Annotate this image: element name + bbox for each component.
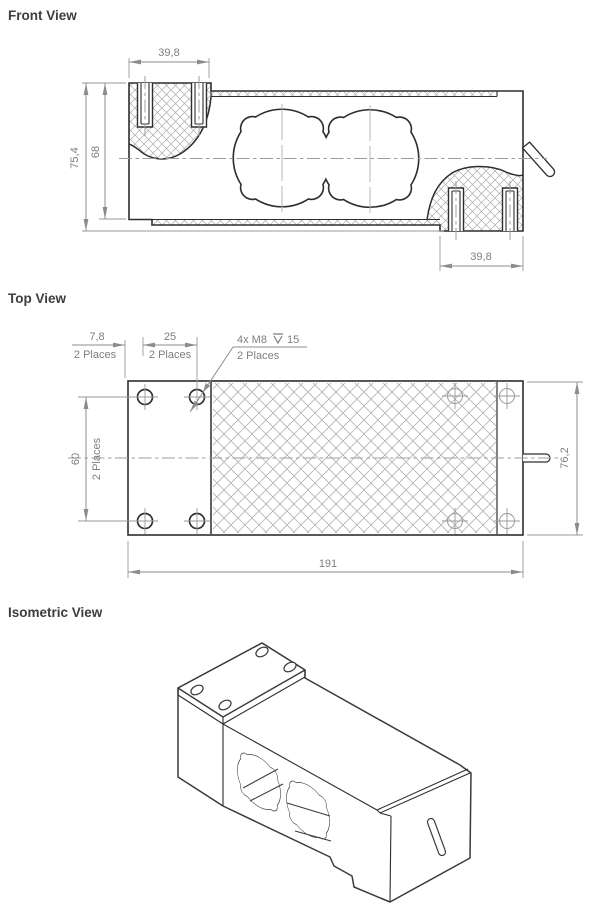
note-hole-spacing: 2 Places bbox=[148, 349, 192, 361]
note-thread: 2 Places bbox=[237, 350, 280, 362]
isometric-view-title: Isometric View bbox=[8, 605, 103, 620]
dim-top-width: 39,8 bbox=[158, 47, 180, 59]
front-view-title: Front View bbox=[8, 8, 77, 23]
dim-hole-rows: 60 bbox=[70, 452, 82, 466]
isometric-view-drawing bbox=[178, 643, 471, 902]
top-view-title: Top View bbox=[8, 291, 67, 306]
note-hole-rows: 2 Places bbox=[91, 437, 103, 481]
dim-overall-height: 75,4 bbox=[69, 147, 81, 169]
front-cable bbox=[523, 142, 555, 176]
dim-body-height: 68 bbox=[90, 145, 102, 159]
dim-hole-spacing: 25 bbox=[163, 331, 177, 343]
thread-callout: 4x M8 bbox=[237, 334, 267, 346]
dim-overall-length: 191 bbox=[318, 558, 338, 570]
note-edge-offset: 2 Places bbox=[73, 349, 117, 361]
thread-depth-value: 15 bbox=[287, 334, 300, 346]
dim-overall-width: 76,2 bbox=[559, 447, 571, 469]
top-view-drawing bbox=[68, 331, 583, 578]
depth-symbol-icon bbox=[273, 334, 283, 343]
front-top-strip bbox=[211, 91, 497, 97]
dim-edge-offset: 7,8 bbox=[89, 331, 105, 343]
dim-bottom-width: 39,8 bbox=[470, 251, 492, 263]
front-view-drawing bbox=[69, 47, 555, 271]
front-bottom-strip bbox=[152, 220, 440, 226]
